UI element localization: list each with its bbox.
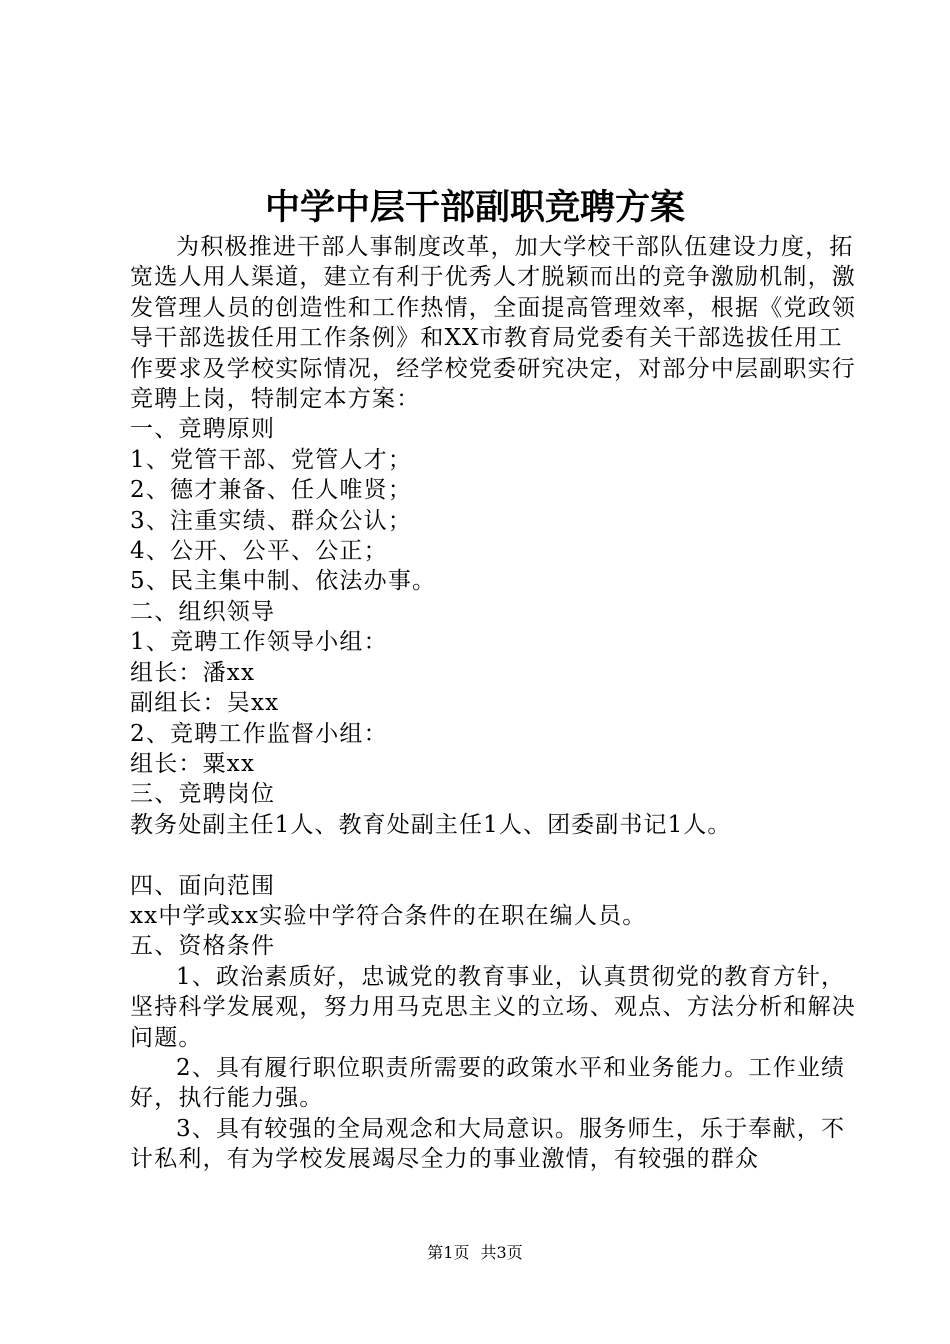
positions-text: 教务处副主任1人、教育处副主任1人、团委副书记1人。 xyxy=(130,811,732,838)
blank-line xyxy=(130,840,860,870)
page-number: 第1页 xyxy=(427,1243,470,1262)
qualification-item: 2、具有履行职位职责所需要的政策水平和业务能力。工作业绩好，执行能力强。 xyxy=(130,1054,846,1112)
organization-line: 组长：潘xx xyxy=(130,659,256,686)
organization-line: 2、竞聘工作监督小组： xyxy=(130,720,388,747)
qualification-item: 3、具有较强的全局观念和大局意识。服务师生，乐于奉献，不计私利，有为学校发展竭尽全力的事业激情，有较强的群众 xyxy=(130,1115,846,1173)
section-heading: 四、面向范围 xyxy=(130,872,276,899)
organization-line: 1、竞聘工作领导小组： xyxy=(130,629,388,656)
document-title: 中学中层干部副职竞聘方案 xyxy=(264,188,685,228)
principle-item: 2、德才兼备、任人唯贤； xyxy=(130,477,413,504)
principle-item: 5、民主集中制、依法办事。 xyxy=(130,568,437,595)
page-footer xyxy=(0,1242,950,1264)
document-body xyxy=(130,232,860,1175)
section-heading: 三、竞聘岗位 xyxy=(130,781,276,808)
intro-paragraph: 为积极推进干部人事制度改革，加大学校干部队伍建设力度，拓宽选人用人渠道，建立有利于优秀人才脱颖而出的竞争激励机制，激发管理人员的创造性和工作热情，全面提高管理效率，根据《党政领导干部选拔任用工作条例》和XX市教育局党委有关干部选拔任用工作要求及学校实际情况，经学校党委研究决定，对部分中层副职实行竞聘上岗，特制定本方案： xyxy=(130,234,856,413)
scope-text: xx中学或xx实验中学符合条件的在职在编人员。 xyxy=(130,902,647,929)
page-total: 共3页 xyxy=(480,1243,523,1262)
organization-line: 组长：粟xx xyxy=(130,750,256,777)
principle-item: 1、党管干部、党管人才； xyxy=(130,446,413,473)
section-heading: 二、组织领导 xyxy=(130,598,276,625)
section-heading: 一、竞聘原则 xyxy=(130,416,276,443)
principle-item: 3、注重实绩、群众公认； xyxy=(130,507,413,534)
section-heading: 五、资格条件 xyxy=(130,933,276,960)
qualification-item: 1、政治素质好，忠诚党的教育事业，认真贯彻党的教育方针，坚持科学发展观，努力用马克思主义的立场、观点、方法分析和解决问题。 xyxy=(130,963,856,1051)
principle-item: 4、公开、公平、公正； xyxy=(130,538,388,565)
organization-line: 副组长：吴xx xyxy=(130,690,280,717)
